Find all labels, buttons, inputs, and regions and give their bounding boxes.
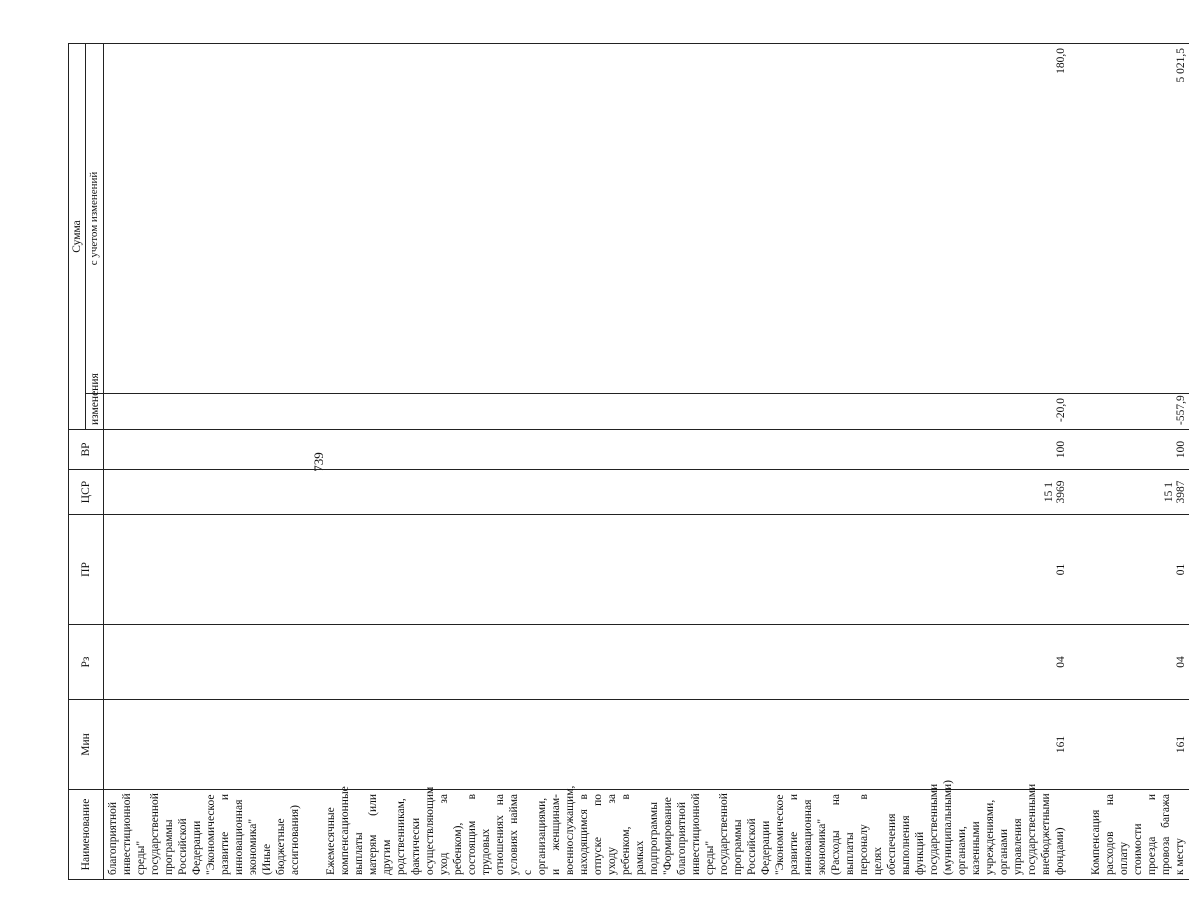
header-sum: Сумма — [69, 43, 86, 429]
row-name: Ежемесячные компенсационные выплаты матерям (или другим родственникам, фактически осуществляющим уход за ребенком), состоящим в трудовых отношениях на условиях найма с организациями, и женщинам-военнослужащим, находящимся в отпуске по уходу за ребенком, в рамках подпрограммы "Формирование благоприятной инвестиционной среды" государственной программы Российской Федерации "Экономическое развитие и инновационная экономика" (Расходы на выплаты персоналу в целях обеспечения выполнения функций государственными (муниципальными) органами, казенными учреждениями, органами управления государственными внебюджетными фондами) — [322, 790, 1069, 880]
row-csr — [104, 470, 305, 515]
row-change — [104, 394, 305, 430]
table-row — [104, 43, 305, 879]
header-pr: ПР — [69, 515, 104, 625]
row-vr: 100 — [1087, 430, 1189, 470]
header-changes: изменения — [86, 394, 104, 430]
row-name: Компенсация расходов на оплату стоимости проезда и провоза багажа к месту — [1087, 790, 1189, 880]
row-min — [104, 700, 305, 790]
row-pr: 01 — [322, 515, 1069, 625]
row-vr: 100 — [322, 430, 1069, 470]
row-name: благоприятной инвестиционной среды" государственной программы Российской Федерации "Экономическое развитие и инновационная экономика" (Иные бюджетные ассигнования) — [104, 790, 305, 880]
row-pr — [104, 515, 305, 625]
row-min: 161 — [322, 700, 1069, 790]
row-pr: 01 — [1087, 515, 1189, 625]
header-vr: ВР — [69, 430, 104, 470]
row-change: -20,0 — [322, 394, 1069, 430]
row-csr: 15 1 3969 — [322, 470, 1069, 515]
row-total: 5 021,5 — [1087, 43, 1189, 393]
row-rz — [104, 625, 305, 700]
row-rz: 04 — [322, 625, 1069, 700]
row-total: 180,0 — [322, 43, 1069, 393]
header-name: Наименование — [69, 790, 104, 880]
row-change: -557,9 — [1087, 394, 1189, 430]
rotated-page — [68, 44, 1188, 880]
row-vr — [104, 430, 305, 470]
table-row — [1087, 43, 1189, 879]
header-with-changes: с учетом изменений — [86, 43, 104, 393]
budget-table — [68, 43, 1189, 880]
row-min: 161 — [1087, 700, 1189, 790]
header-csr: ЦСР — [69, 470, 104, 515]
page-number: 739 — [311, 452, 326, 472]
table-row — [322, 43, 1069, 879]
row-csr: 15 1 3987 — [1087, 470, 1189, 515]
header-min: Мин — [69, 700, 104, 790]
row-total — [104, 43, 305, 393]
row-rz: 04 — [1087, 625, 1189, 700]
header-rz: Рз — [69, 625, 104, 700]
